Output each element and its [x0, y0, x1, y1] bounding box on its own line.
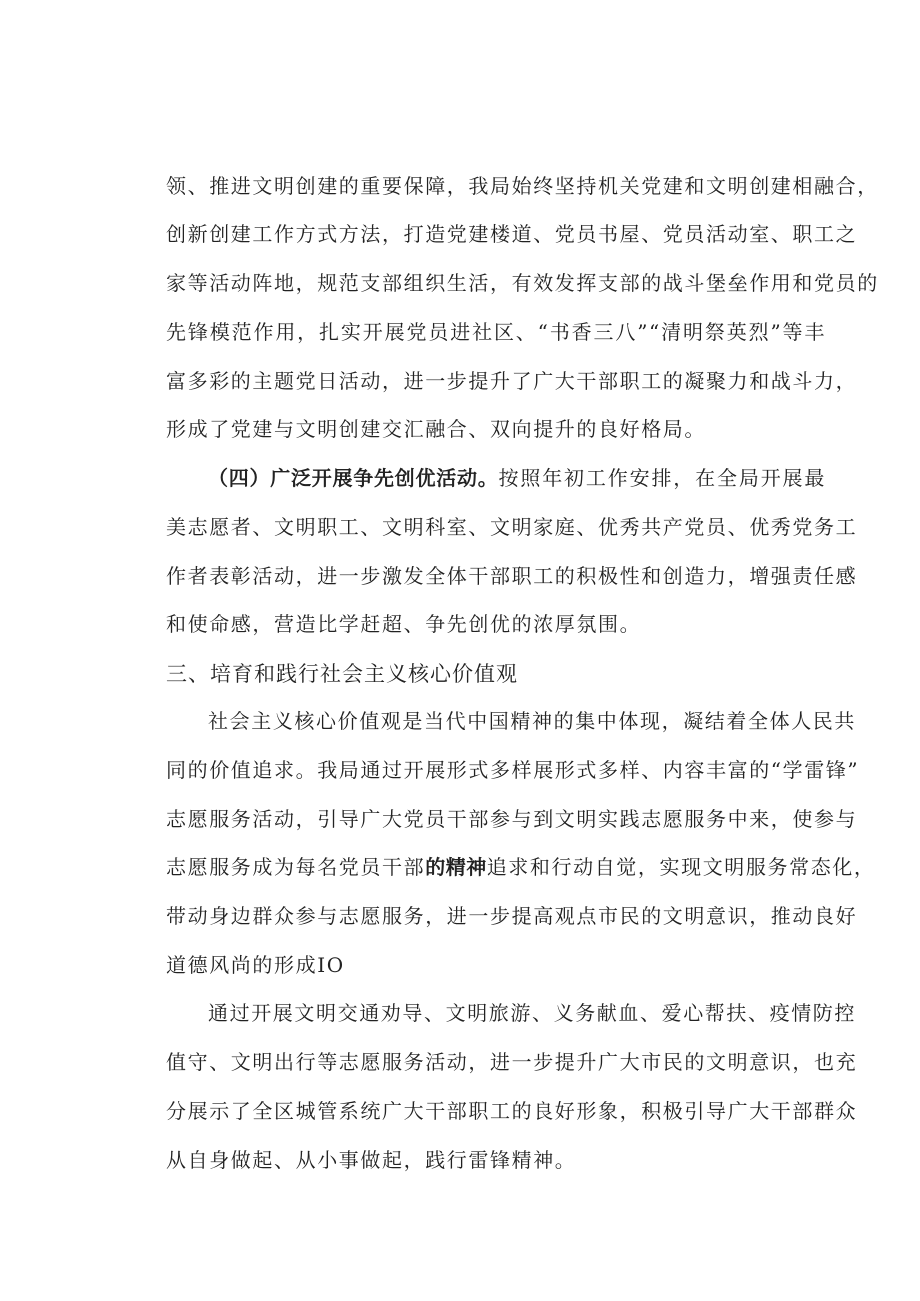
- text-span: 志愿服务成为每名党员干部: [166, 855, 426, 879]
- text-span: 追求和行动自觉，实现文明服务常态化，: [486, 855, 876, 879]
- text-span: 按照年初工作安排，在全局开展最: [498, 466, 826, 490]
- bold-text-span: 的精神: [425, 855, 487, 879]
- text-line: 富多彩的主题党日活动，进一步提升了广大干部职工的凝聚力和战斗力，: [166, 369, 858, 393]
- subsection-title: （四）广泛开展争先创优活动。: [208, 466, 499, 490]
- text-line: 值守、文明出行等志愿服务活动，进一步提升广大市民的文明意识，也充: [166, 1050, 858, 1074]
- text-line: 志愿服务活动，引导广大党员干部参与到文明实践志愿服务中来，使参与: [166, 807, 858, 831]
- text-line: 通过开展文明交通劝导、文明旅游、义务献血、爱心帮扶、疫情防控: [208, 1001, 856, 1025]
- text-line: 从自身做起、从小事做起，践行雷锋精神。: [166, 1148, 577, 1172]
- text-line: 社会主义核心价值观是当代中国精神的集中体现，凝结着全体人民共: [208, 709, 856, 733]
- text-line: 形成了党建与文明创建交汇融合、双向提升的良好格局。: [166, 417, 706, 441]
- text-line: 家等活动阵地，规范支部组织生活，有效发挥支部的战斗堡垒作用和党员的: [166, 271, 879, 295]
- text-line: [208, 463, 826, 493]
- text-line: 创新创建工作方式方法，打造党建楼道、党员书屋、党员活动室、职工之: [166, 222, 858, 246]
- text-line: 带动身边群众参与志愿服务，进一步提高观点市民的文明意识，推动良好: [166, 904, 858, 928]
- text-line: 和使命感，营造比学赶超、争先创优的浓厚氛围。: [166, 612, 642, 636]
- text-line: 分展示了全区城管系统广大干部职工的良好形象，积极引导广大干部群众: [166, 1099, 858, 1123]
- text-line: 先锋模范作用，扎实开展党员进社区、“书香三八”“清明祭英烈”等丰: [166, 320, 826, 344]
- text-line: 道德风尚的形成IO: [166, 953, 345, 977]
- text-line: 作者表彰活动，进一步激发全体干部职工的积极性和创造力，增强责任感: [166, 564, 858, 588]
- text-line: 同的价值追求。我局通过开展形式多样展形式多样、内容丰富的“学雷锋”: [166, 758, 860, 782]
- text-line: [166, 852, 876, 882]
- text-line: 领、推进文明创建的重要保障，我局始终坚持机关党建和文明创建相融合，: [166, 174, 879, 198]
- text-line: 美志愿者、文明职工、文明科室、文明家庭、优秀共产党员、优秀党务工: [166, 515, 858, 539]
- section-heading: 三、培育和践行社会主义核心价值观: [166, 662, 518, 686]
